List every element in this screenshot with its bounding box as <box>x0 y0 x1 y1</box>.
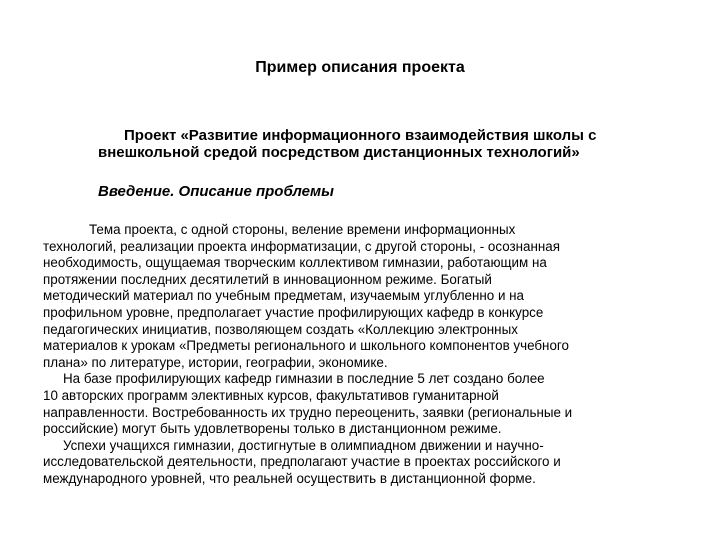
paragraph-line: плана» по литературе, истории, географии, экономике. <box>43 354 388 370</box>
paragraph-line: методический материал по учебным предметам, изучаемым углубленно и на <box>43 288 525 304</box>
paragraph-line: направленности. Востребованность их трудно переоценить, заявки (региональные и <box>43 404 573 420</box>
page-title-text: Пример описания проекта <box>255 59 465 76</box>
paragraph-line: На базе профилирующих кафедр гимназии в последние 5 лет создано более <box>63 371 545 387</box>
paragraph-line: педагогических инициатив, позволяющем создать «Коллекцию электронных <box>43 321 518 337</box>
project-name-line-1: Проект «Развитие информационного взаимодействия школы с <box>124 127 597 144</box>
section-heading: Введение. Описание проблемы <box>98 183 334 200</box>
page-title <box>0 58 720 78</box>
paragraph-line: протяжении последних десятилетий в инновационном режиме. Богатый <box>43 271 492 287</box>
paragraph-line: материалов к урокам «Предметы регионального и школьного компонентов учебного <box>43 338 569 354</box>
body-paragraphs <box>43 222 683 488</box>
paragraph-line: российские) могут быть удовлетворены только в дистанционном режиме. <box>43 421 502 437</box>
project-name-line-2: внешкольной средой посредством дистанционных технологий» <box>98 144 580 161</box>
paragraph-line: профильном уровне, предполагает участие профилирующих кафедр в конкурсе <box>43 304 544 320</box>
paragraph-line: технологий, реализации проекта информатизации, с другой стороны, - осознанная <box>43 238 560 254</box>
project-name <box>98 127 658 161</box>
paragraph-line: исследовательской деятельности, предполагают участие в проектах российского и <box>43 454 561 470</box>
paragraph-line: международного уровней, что реальней осуществить в дистанционной форме. <box>43 470 536 486</box>
paragraph-line: необходимость, ощущаемая творческим коллективом гимназии, работающим на <box>43 255 547 271</box>
paragraph-line: Успехи учащихся гимназии, достигнутые в олимпиадном движении и научно- <box>63 437 544 453</box>
paragraph-line: Тема проекта, с одной стороны, веление времени информационных <box>89 222 516 237</box>
paragraph-line: 10 авторских программ элективных курсов, факультативов гуманитарной <box>43 387 499 403</box>
